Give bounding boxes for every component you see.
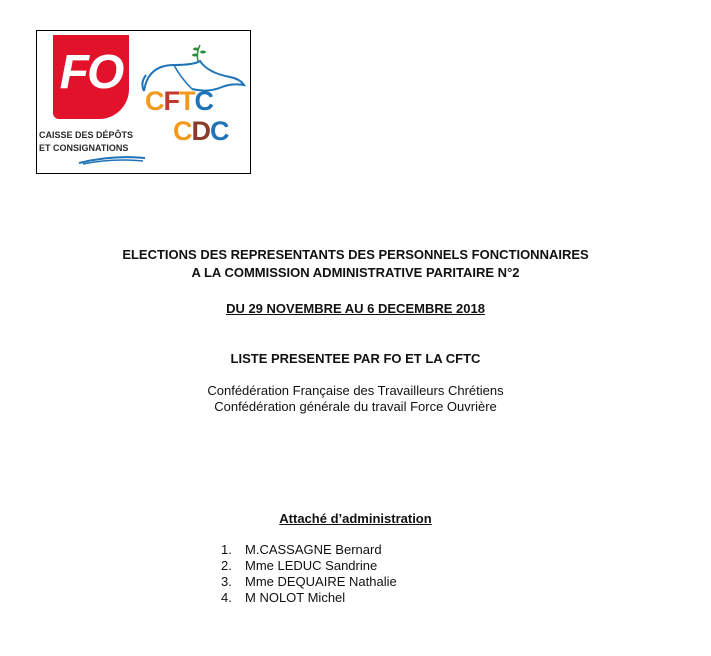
list-item [221, 558, 397, 574]
section-title: Attaché d’administration [279, 511, 432, 526]
union-cftc-name: Confédération Française des Travailleurs Chrétiens [207, 383, 504, 398]
cdc-logo-text [173, 117, 229, 145]
cdc-letter-2: D [191, 116, 210, 146]
cdc-letter-3: C [210, 116, 229, 146]
candidate-name: Mme DEQUAIRE Nathalie [245, 574, 397, 589]
cftc-letter-1: C [145, 86, 164, 116]
fo-logo [53, 35, 129, 119]
list-item [221, 574, 397, 590]
logo-banner [36, 30, 251, 174]
list-item-number: 2. [221, 558, 232, 573]
cftc-logo-text [145, 87, 213, 115]
cftc-letter-4: C [194, 86, 213, 116]
cftc-letter-2: F [163, 86, 179, 116]
fo-caption-line2: ET CONSIGNATIONS [39, 143, 129, 153]
list-title: LISTE PRESENTEE PAR FO ET LA CFTC [230, 351, 481, 366]
heading-line-1: ELECTIONS DES REPRESENTANTS DES PERSONNELS FONCTIONNAIRES [122, 247, 589, 262]
candidate-name: M.CASSAGNE Bernard [245, 542, 382, 557]
cftc-letter-3: T [179, 86, 195, 116]
candidate-list [221, 542, 397, 606]
election-dates: DU 29 NOVEMBRE AU 6 DECEMBRE 2018 [226, 301, 485, 316]
fo-caption-line1: CAISSE DES DÉPÔTS [39, 130, 134, 140]
fo-logo-letters: FO [59, 46, 123, 99]
cdc-letter-1: C [173, 116, 192, 146]
heading-line-2: A LA COMMISSION ADMINISTRATIVE PARITAIRE N°2 [191, 265, 520, 280]
candidate-name: M NOLOT Michel [245, 590, 346, 605]
list-item-number: 1. [221, 542, 232, 557]
list-item-number: 4. [221, 590, 232, 605]
fo-swoosh-icon [77, 155, 147, 165]
union-fo-name: Confédération générale du travail Force Ouvrière [214, 399, 497, 414]
list-item-number: 3. [221, 574, 232, 589]
list-item [221, 542, 397, 558]
candidate-name: Mme LEDUC Sandrine [245, 558, 378, 573]
list-item [221, 590, 397, 606]
